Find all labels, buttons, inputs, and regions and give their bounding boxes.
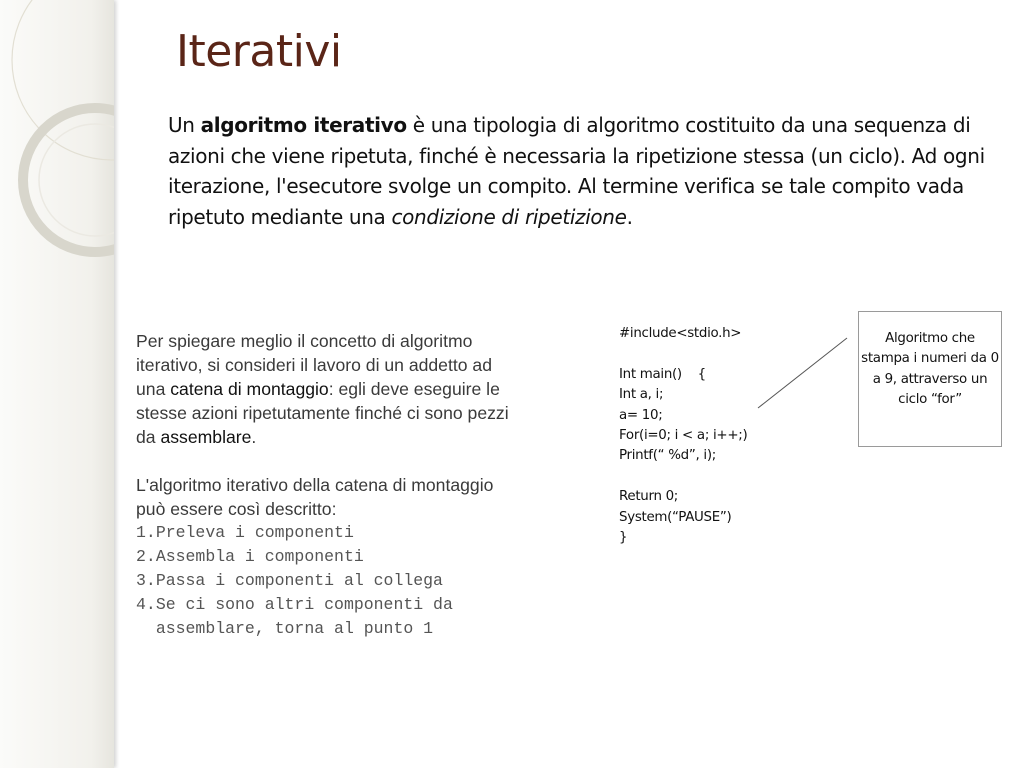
algorithm-intro: L'algoritmo iterativo della catena di montaggio può essere così descritto: bbox=[136, 475, 494, 519]
step-text: Se ci sono altri componenti da assemblare, torna al punto 1 bbox=[155, 595, 463, 638]
code-line: Int main() { bbox=[619, 366, 706, 382]
code-line: System(“PAUSE”) bbox=[619, 509, 732, 525]
slide-title: Iterativi bbox=[176, 26, 342, 77]
intro-italic-term: condizione di ripetizione bbox=[391, 204, 627, 229]
code-line: Printf(“ %d”, i); bbox=[619, 448, 716, 464]
code-line: } bbox=[619, 529, 628, 545]
step-text: Passa i componenti al collega bbox=[155, 571, 443, 590]
intro-text-end: . bbox=[626, 204, 633, 229]
step-number: 1. bbox=[136, 523, 156, 542]
intro-text-start: Un bbox=[168, 113, 201, 137]
catena-di-montaggio-link[interactable]: catena di montaggio bbox=[170, 379, 329, 399]
callout-box: Algoritmo che stampa i numeri da 0 a 9, attraverso un ciclo “for” bbox=[858, 311, 1002, 447]
explanation-text: . bbox=[251, 427, 257, 447]
code-line: Int a, i; bbox=[619, 387, 664, 403]
code-line: a= 10; bbox=[619, 407, 663, 423]
step-number: 3. bbox=[136, 571, 156, 590]
code-line: Return 0; bbox=[619, 489, 679, 505]
code-line: #include<stdio.h> bbox=[619, 326, 742, 341]
intro-text-body: è una tipologia di algoritmo costituito da una sequenza di azioni che viene ripetuta, finché è necessaria la ripetizione stessa (un ciclo). Ad ogni iterazione, l'esecutore svolge un compito. Al termine verifica se tale compito vada ripetuto mediante una bbox=[168, 113, 985, 229]
step-text: Preleva i componenti bbox=[155, 523, 354, 542]
step-number: 4. bbox=[136, 595, 156, 614]
explanation-text: : egli deve eseguire le stesse azioni ripetutamente finché ci sono pezzi da bbox=[136, 379, 509, 447]
explanation-text: Per spiegare meglio il concetto di algoritmo iterativo, si consideri il lavoro di un addetto ad una bbox=[136, 331, 492, 399]
code-line: For(i=0; i < a; i++;) bbox=[619, 427, 748, 443]
intro-bold-term: algoritmo iterativo bbox=[200, 113, 407, 137]
step-number: 2. bbox=[136, 547, 156, 566]
step-text: Assembla i componenti bbox=[155, 547, 364, 566]
assemblare-link[interactable]: assemblare bbox=[160, 427, 252, 447]
